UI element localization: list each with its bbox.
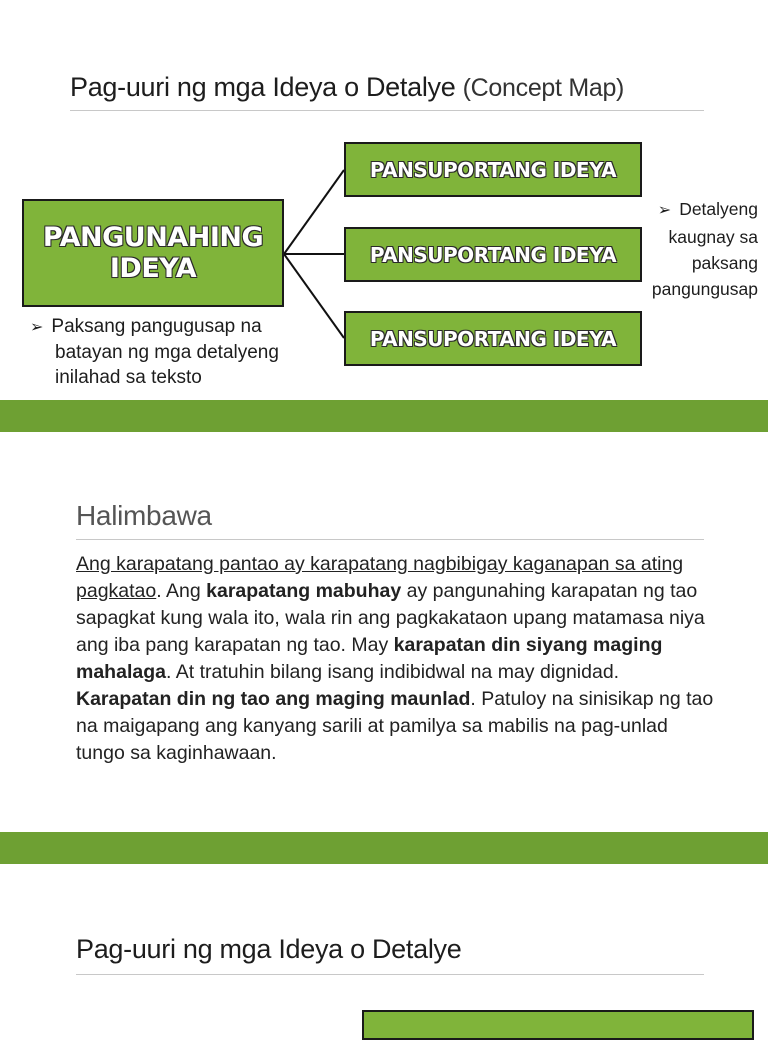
slide-concept-map-2 (0, 864, 768, 1024)
main-idea-box-partial (362, 1010, 754, 1040)
paragraph-bold-1: karapatang mabuhay (206, 580, 402, 602)
bullet-arrow-icon: ➢ (657, 202, 672, 219)
paragraph-bold-2: karapatan din siyang maging mahalaga (76, 634, 663, 683)
slide-divider-band (0, 400, 768, 432)
heading-rule (76, 539, 704, 540)
supporting-idea-box-2: PANSUPORTANG IDEYA (344, 227, 642, 282)
paragraph-topic-sentence: Ang karapatang pantao ay karapatang nagbibigay kaganapan sa ating pagkatao (76, 553, 684, 602)
supporting-idea-box-3: PANSUPORTANG IDEYA (344, 311, 642, 366)
slide-title: Pag-uuri ng mga Ideya o Detalye (76, 934, 462, 964)
slide-concept-map (0, 0, 768, 400)
example-heading: Halimbawa (76, 500, 212, 531)
slide-divider-band (0, 832, 768, 864)
bullet-arrow-icon: ➢ (30, 319, 44, 336)
main-idea-line-1: PANGUNAHING (42, 221, 264, 253)
slide-example (0, 432, 768, 832)
supporting-idea-description: ➢ Detalyeng kaugnay sa paksang pangungusap (651, 199, 758, 299)
example-paragraph: Ang karapatang pantao ay karapatang nagbibigay kaganapan sa ating pagkatao. Ang karapatang mabuhay ay pangunahing karapatan ng tao sapagkat kung wala ito, wala rin ang pagkakataon upang matamasa niya ang iba pang karapatan ng tao. May karapatan din siyang maging mahalaga. At tratuhin bilang isang indibidwal na may dignidad. Karapatan din ng tao ang maging maunlad. Patuloy na sinisikap ng tao na maigapang ang kanyang sarili at pamilya sa mabilis na pag-unlad tungo sa kaginhawaan. (76, 553, 714, 764)
main-idea-description: ➢ Paksang pangugusap na batayan ng mga detalyeng inilahad sa teksto (30, 316, 279, 388)
main-idea-line-2: IDEYA (109, 253, 197, 284)
title-rule (76, 974, 704, 975)
connector-line-top (284, 170, 344, 254)
supporting-idea-box-1: PANSUPORTANG IDEYA (344, 142, 642, 197)
main-idea-box (22, 199, 284, 307)
title-main: Pag-uuri ng mga Ideya o Detalye (70, 72, 456, 102)
title-subtitle: (Concept Map) (462, 74, 625, 102)
paragraph-bold-3: Karapatan din ng tao ang maging maunlad (76, 688, 471, 710)
